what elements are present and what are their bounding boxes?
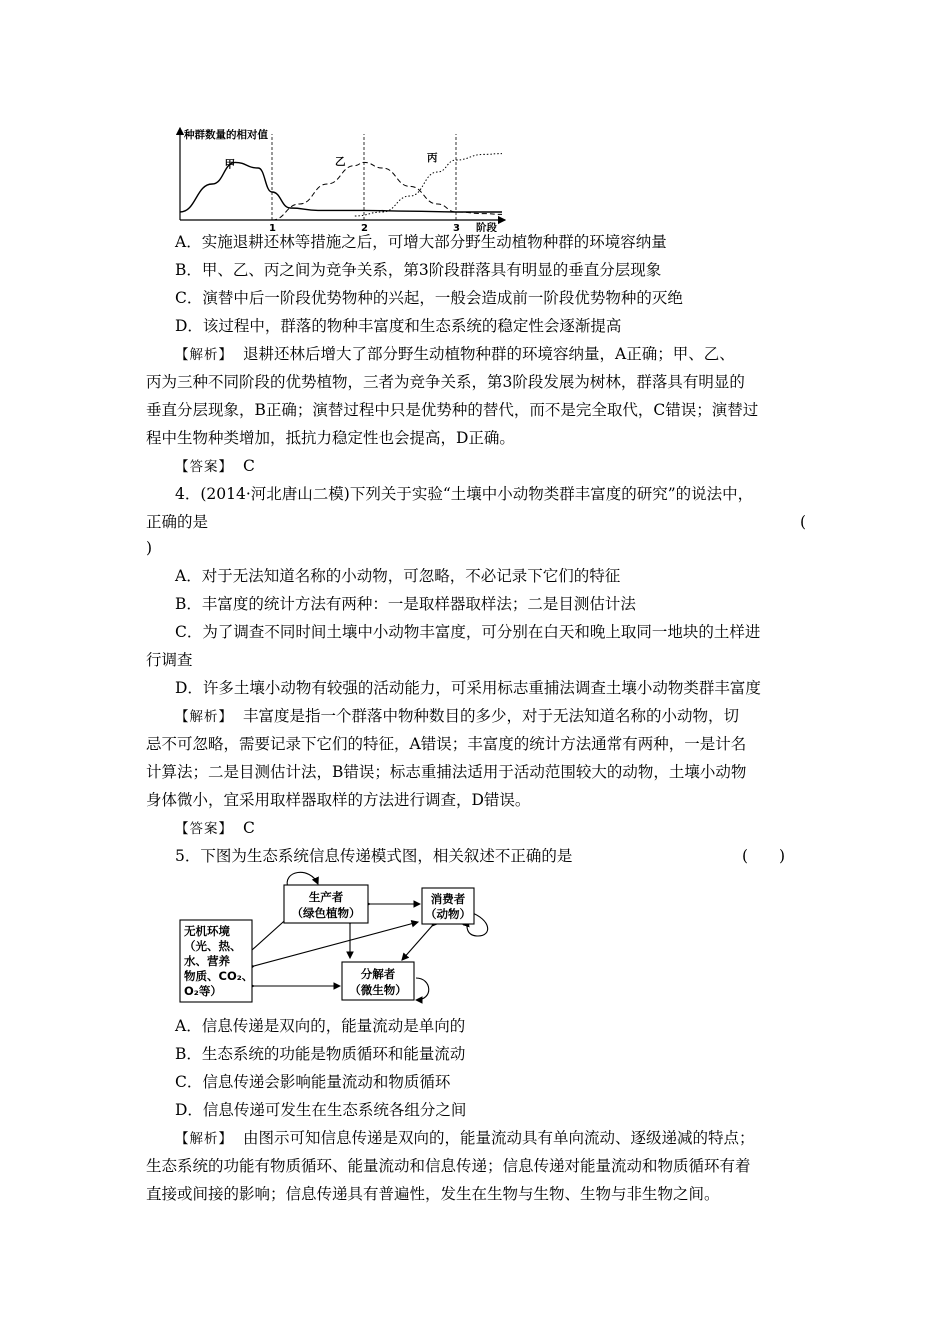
x-axis-label: 阶段 (476, 222, 497, 232)
q5-option-a: A．信息传递是双向的，能量流动是单向的 (175, 1017, 466, 1035)
q4-analysis-line: 身体微小，宜采用取样器取样的方法进行调查，D错误。 (146, 791, 531, 809)
q3-analysis-line: 丙为三种不同阶段的优势植物，三者为竞争关系，第3阶段发展为树林，群落具有明显的 (146, 373, 745, 391)
q4-analysis-first: 【 解析 】 丰富度是指一个群落中物种数目的多少，对于无法知道名称的小动物，切 (175, 706, 739, 727)
q5-paren: ( ) (742, 847, 786, 865)
q4-stem: 4．(2014·河北唐山二模)下列关于实验“土壤中小动物类群丰富度的研究”的说法中， (175, 485, 754, 503)
abiotic-line: 物质、CO₂、 (184, 969, 254, 983)
q5-option-d: D．信息传递可发生在生态系统各组分之间 (175, 1101, 467, 1119)
abiotic-label: 无机环境 (184, 924, 230, 938)
q4-option-c-cont: 行调查 (146, 651, 193, 669)
answer-label: 【 答案 】 (175, 821, 243, 837)
q4-analysis-line: 忌不可忽略，需要记录下它们的特征，A错误；丰富度的统计方法通常有两种，一是计名 (146, 735, 747, 753)
q4-option-b: B．丰富度的统计方法有两种：一是取样器取样法；二是目测估计法 (175, 595, 636, 613)
population-chart (170, 122, 515, 232)
q4-analysis-line: 计算法；二是目测估计法，B错误；标志重捕法适用于活动范围较大的动物，土壤小动物 (146, 763, 747, 781)
series-label: 乙 (335, 156, 346, 168)
q5-analysis-line: 直接或间接的影响；信息传递具有普遍性，发生在生物与生物、生物与非生物之间。 (146, 1185, 720, 1203)
q3-option-b: B．甲、乙、丙之间为竞争关系，第3阶段群落具有明显的垂直分层现象 (175, 261, 662, 279)
q4-option-a: A．对于无法知道名称的小动物，可忽略，不必记录下它们的特征 (175, 567, 621, 585)
q3-analysis-first: 【 解析 】 退耕还林后增大了部分野生动植物种群的环境容纳量，A正确；甲、乙、 (175, 344, 735, 365)
series-label: 甲 (224, 158, 236, 171)
abiotic-line: O₂等） (184, 984, 222, 998)
q5-option-c: C．信息传递会影响能量流动和物质循环 (175, 1073, 451, 1091)
info-transfer-diagram (170, 868, 510, 1010)
consumer-sub: （动物） (425, 907, 471, 921)
decomposer-self-loop (416, 978, 429, 1000)
y-axis-label: 种群数量的相对值 (184, 129, 268, 141)
series-label: 丙 (427, 152, 438, 164)
analysis-label: 【 解析 】 (175, 709, 243, 725)
q3-answer: 【 答案 】 C (175, 456, 255, 477)
q3-option-c: C．演替中后一阶段优势物种的兴起，一般会造成前一阶段优势物种的灭绝 (175, 289, 683, 307)
abiotic-consumer-arrow (254, 922, 418, 966)
decomposer-sub: （微生物） (349, 983, 407, 997)
x-tick-label: 3 (453, 223, 460, 232)
q4-paren-close: ) (146, 539, 153, 557)
x-tick-label: 1 (269, 223, 276, 232)
q3-analysis-line: 垂直分层现象，B正确；演替过程中只是优势种的替代，而不是完全取代，C错误；演替过 (146, 401, 759, 419)
q5-analysis-first: 【 解析 】 由图示可知信息传递是双向的，能量流动具有单向流动、逐级递减的特点； (175, 1128, 755, 1149)
consumer-label: 消费者 (430, 892, 466, 906)
q3-option-a: A．实施退耕还林等措施之后，可增大部分野生动植物种群的环境容纳量 (175, 233, 667, 251)
analysis-label: 【 解析 】 (175, 347, 243, 363)
decomposer-label: 分解者 (360, 967, 396, 981)
abiotic-line: 水、营养 (184, 954, 230, 968)
q5-stem: 5．下图为生态系统信息传递模式图，相关叙述不正确的是 (175, 847, 573, 865)
q4-answer: 【 答案 】 C (175, 818, 255, 839)
q3-option-d: D．该过程中，群落的物种丰富度和生态系统的稳定性会逐渐提高 (175, 317, 622, 335)
consumer-decomposer-arrow (402, 926, 432, 960)
q5-analysis-line: 生态系统的功能有物质循环、能量流动和信息传递；信息传递对能量流动和物质循环有着 (146, 1157, 751, 1175)
producer-sub: （绿色植物） (291, 906, 361, 920)
q5-option-b: B．生态系统的功能是物质循环和能量流动 (175, 1045, 466, 1063)
q4-paren-open: ( (800, 513, 807, 531)
answer-label: 【 答案 】 (175, 459, 243, 475)
producer-label: 生产者 (308, 890, 344, 904)
q4-option-d: D．许多土壤小动物有较强的活动能力，可采用标志重捕法调查土壤小动物类群丰富度 (175, 679, 761, 697)
x-tick-label: 2 (361, 223, 368, 232)
q3-analysis-line: 程中生物种类增加，抵抗力稳定性也会提高，D正确。 (146, 429, 515, 447)
abiotic-line: （光、热、 (184, 939, 242, 953)
analysis-label: 【 解析 】 (175, 1131, 243, 1147)
q4-stem-cont: 正确的是 (146, 513, 209, 531)
q4-option-c: C．为了调查不同时间土壤中小动物丰富度，可分别在白天和晚上取同一地块的土样进 (175, 623, 761, 641)
